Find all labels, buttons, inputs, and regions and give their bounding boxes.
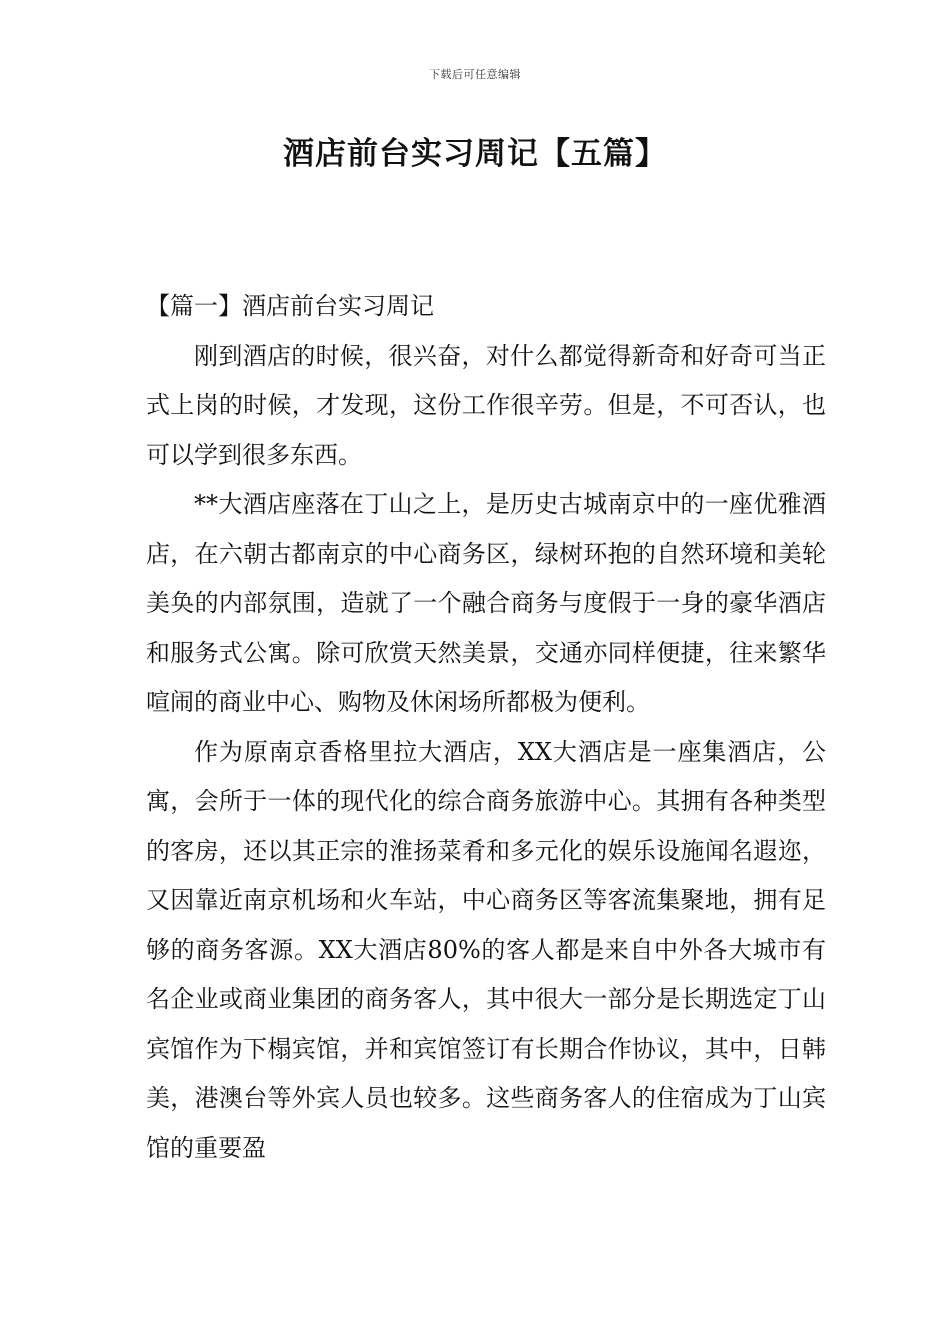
header-note: 下载后可任意编辑 [429, 68, 521, 81]
section-heading: 【篇一】酒店前台实习周记 [146, 292, 434, 320]
document-title: 酒店前台实习周记【五篇】 [283, 136, 667, 172]
paragraph-3: 作为原南京香格里拉大酒店，XX大酒店是一座集酒店，公寓，会所于一体的现代化的综合商务旅游中心。其拥有各种类型的客房，还以其正宗的淮扬菜肴和多元化的娱乐设施闻名遐迩，又因靠近南京机场和火车站，中心商务区等客流集聚地，拥有足够的商务客源。XX大酒店80%的客人都是来自中外各大城市有名企业或商业集团的商务客人，其中很大一部分是长期选定丁山宾馆作为下榻宾馆，并和宾馆签订有长期合作协议，其中，日韩美，港澳台等外宾人员也较多。这些商务客人的住宿成为丁山宾馆的重要盈 [146, 737, 826, 1162]
paragraph-1: 刚到酒店的时候，很兴奋，对什么都觉得新奇和好奇可当正式上岗的时候，才发现，这份工作很辛劳。但是，不可否认，也可以学到很多东西。 [146, 341, 826, 469]
paragraph-2: **大酒店座落在丁山之上，是历史古城南京中的一座优雅酒店，在六朝古都南京的中心商务区，绿树环抱的自然环境和美轮美奂的内部氛围，造就了一个融合商务与度假于一身的豪华酒店和服务式公寓。除可欣赏天然美景，交通亦同样便捷，往来繁华喧闹的商业中心、购物及休闲场所都极为便利。 [146, 490, 826, 716]
document-body [146, 282, 826, 1173]
